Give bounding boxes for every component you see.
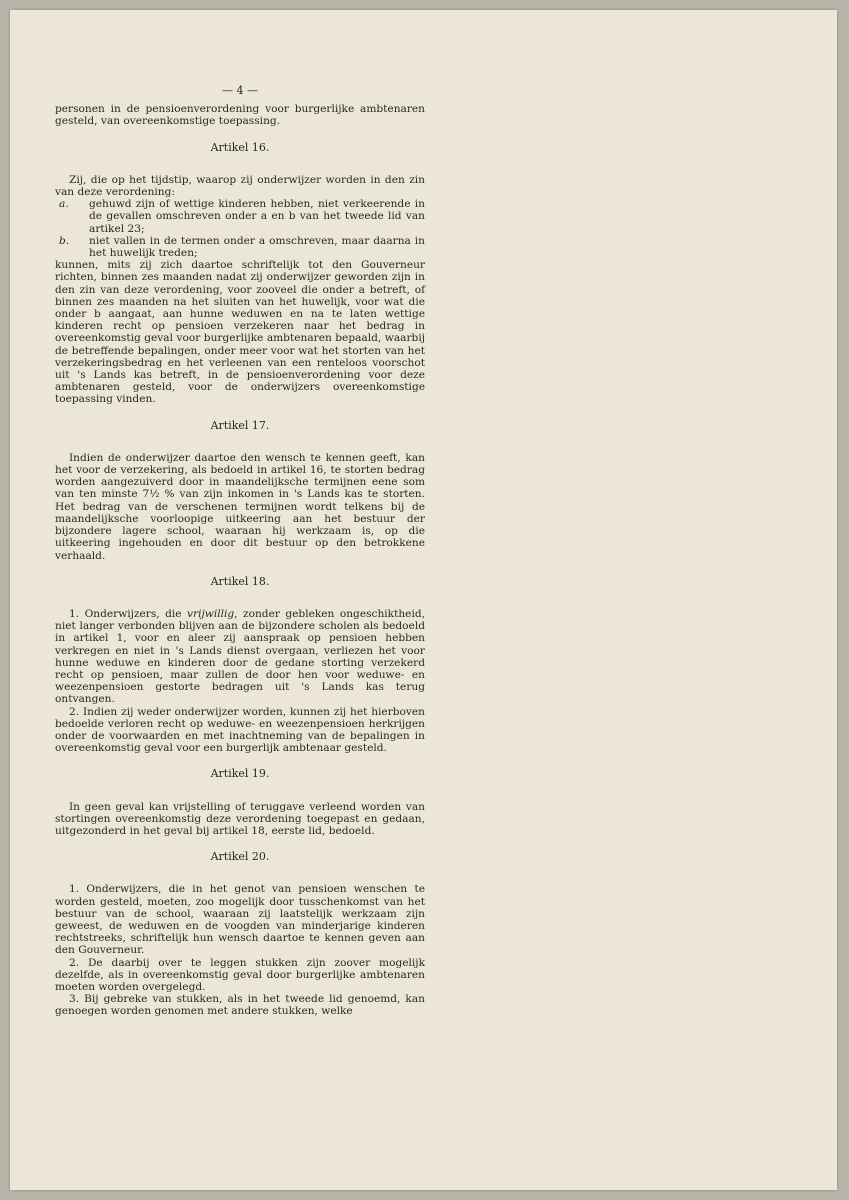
article-19-body: In geen geval kan vrijstelling of teruggave verleend worden van stortingen overeenkomstig deze verordening toegepast en gedaan, uitgezonderd in het geval bij artikel 18, eerste lid, bedoeld. [55, 800, 425, 837]
article-17-heading: Artikel 17. [210, 418, 270, 432]
item-a-text: gehuwd zijn of wettige kinderen hebben, niet verkeerende in de gevallen omschreven onder a en b van het tweede lid van artikel 23; [89, 198, 425, 235]
document-page [10, 10, 837, 1190]
article-20-para-2: 2. De daarbij over te leggen stukken zijn zoover mogelijk dezelfde, als in overeenkomstig geval door burgerlijke ambtenaren moeten worden overgelegd. [55, 956, 425, 993]
article-20-heading: Artikel 20. [210, 850, 270, 864]
article-20-para-1: 1. Onderwijzers, die in het genot van pensioen wenschen te worden gesteld, moeten, zoo mogelijk door tusschenkomst van het bestuur van de school, waaraan zij laatstelijk werkzaam zijn geweest, de weduwen en de voogden van minderjarige kinderen rechtstreeks, schriftelijk hun wensch daartoe te kennen geven aan den Gouverneur. [55, 883, 425, 957]
item-b-label: b. [59, 234, 70, 247]
intro-paragraph: personen in de pensioenverordening voor burgerlijke ambtenaren gesteld, van overeenkomstige toepassing. [55, 103, 425, 128]
article-18-para-2: 2. Indien zij weder onderwijzer worden, kunnen zij het hierboven bedoelde verloren recht op weduwe- en weezenpensioen herkrijgen onder de voorwaarden en met inachtneming van de bepalingen in overeenkomstig geval voor een burgerlijk ambtenaar gesteld. [55, 705, 425, 755]
para-1-start: 1. Onderwijzers, die [69, 607, 188, 620]
article-20-para-3: 3. Bij gebreke van stukken, als in het tweede lid genoemd, kan genoegen worden genomen met andere stukken, welke [55, 993, 425, 1018]
article-16-heading: Artikel 16. [210, 140, 270, 154]
item-a-label: a. [59, 198, 69, 211]
item-b-text: niet vallen in de termen onder a omschreven, maar daarna in het huwelijk treden; [89, 234, 425, 260]
article-18-heading: Artikel 18. [210, 574, 270, 588]
para-1-emphasis: vrijwillig [187, 607, 235, 620]
article-19-heading: Artikel 19. [210, 767, 270, 781]
article-16-lead: Zij, die op het tijdstip, waarop zij onderwijzer worden in den zin van deze verordening: [55, 173, 425, 199]
text-column [55, 85, 425, 1018]
para-1-rest: , zonder gebleken ongeschiktheid, niet langer verbonden blijven aan de bijzondere scholen als bedoeld in artikel 1, voor en aleer zij aanspraak op pensioen hebben verkregen en niet in 's Lands dienst overgaan, verliezen het voor hunne weduwe en kinderen door de gedane storting verzekerd recht op pensioen, maar zullen de door hen voor weduwe- en weezenpensioen gestorte bedragen uit 's Lands kas terug ontvangen. [55, 607, 425, 706]
article-18-para-1 [55, 608, 425, 706]
article-16-item-a [55, 198, 425, 235]
article-16-item-b [55, 235, 425, 259]
page-number: — 4 — [222, 84, 258, 97]
article-17-body: Indien de onderwijzer daartoe den wensch te kennen geeft, kan het voor de verzekering, als bedoeld in artikel 16, te storten bedrag worden aangezuiverd door in maandelijksche termijnen eene som van ten minste 7½ % van zijn inkomen in 's Lands kas te storten. Het bedrag van de verschenen termijnen wordt telkens bij de maandelijksche voorloopige uitkeering aan het bestuur der bijzondere lagere school, waaraan hij werkzaam is, op die uitkeering ingehouden en door dit bestuur op den betrokkene verhaald. [55, 451, 425, 562]
article-16-body: kunnen, mits zij zich daartoe schriftelijk tot den Gouverneur richten, binnen zes maanden nadat zij onderwijzer geworden zijn in den zin van deze verordening, voor zooveel die onder a betreft, of binnen zes maanden na het sluiten van het huwelijk, voor wat die onder b aangaat, aan hunne weduwen en na te laten wettige kinderen recht op pensioen verzekeren naar het bedrag in overeenkomstig geval voor burgerlijke ambtenaren bepaald, waarbij de betreffende bepalingen, onder meer voor wat het storten van het verzekeringsbedrag en het verleenen van een renteloos voorschot uit 's Lands kas betreft, in de pensioenverordening voor deze ambtenaren gesteld, voor de onderwijzers overeenkomstige toepassing vinden. [55, 259, 425, 406]
